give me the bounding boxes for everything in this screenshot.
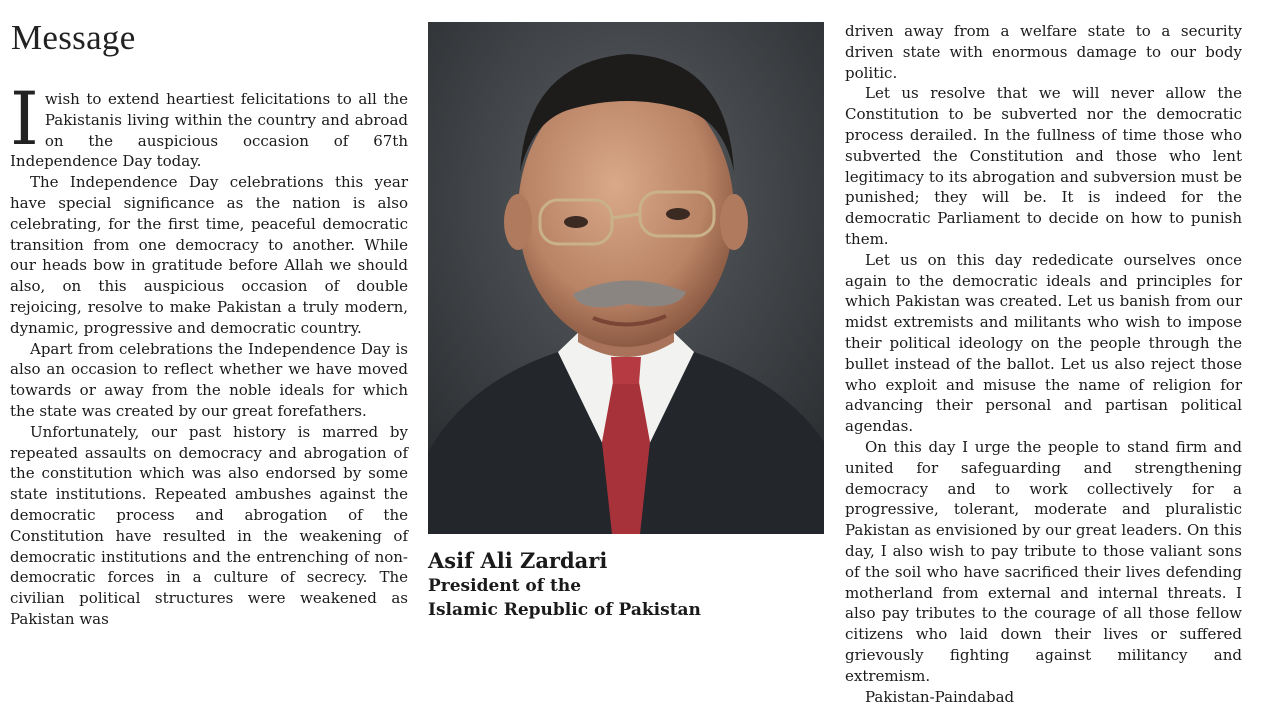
paragraph-3: Apart from celebrations the Independence Day is also an occasion to reflect whether we have moved towards or away from the noble ideals for which the state was created by our great forefathers. [10,339,408,422]
article-title: Message [11,18,136,58]
caption-title-line-1: President of the [428,575,828,599]
paragraph-1 [10,89,408,172]
photo-caption [428,547,828,622]
paragraph-6: Let us resolve that we will never allow the Constitution to be subverted nor the democratic process derailed. In the fullness of time those who subverted the Constitution and those who lent legitimacy to its abrogation and subversion must be punished; they will be. It is indeed for the democratic Parliament to decide on how to punish them. [845,83,1242,249]
caption-title-line-2: Islamic Republic of Pakistan [428,599,828,623]
right-text-column [845,21,1242,707]
paragraph-2: The Independence Day celebrations this year have special significance as the nation is also celebrating, for the first time, peaceful democratic transition from one democracy to another. While our heads bow in gratitude before Allah we should also, on this auspicious occasion of double rejoicing, resolve to make Pakistan a truly modern, dynamic, progressive and democratic country. [10,172,408,338]
paragraph-8: On this day I urge the people to stand firm and united for safeguarding and strengthening democracy and to work collectively for a progressive, tolerant, moderate and pluralistic Pakistan as envisioned by our great leaders. On this day, I also wish to pay tribute to those valiant sons of the soil who have sacrificed their lives defending motherland from external and internal threats. I also pay tributes to the courage of all those fellow citizens who laid down their lives or suffered grievously fighting against militancy and extremism. [845,437,1242,687]
drop-cap: I [10,91,39,149]
portrait-photo [428,22,824,534]
paragraph-5: driven away from a welfare state to a security driven state with enormous damage to our body politic. [845,21,1242,83]
portrait-illustration [428,22,824,534]
paragraph-7: Let us on this day rededicate ourselves once again to the democratic ideals and principles for which Pakistan was created. Let us banish from our midst extremists and militants who wish to impose their political ideology on the people through the bullet instead of the ballot. Let us also reject those who exploit and misuse the name of religion for advancing their personal and partisan political agendas. [845,250,1242,437]
left-text-column [10,89,408,630]
signoff: Pakistan-Paindabad [845,687,1242,707]
paragraph-4: Unfortunately, our past history is marred by repeated assaults on democracy and abrogation of the constitution which was also endorsed by some state institutions. Repeated ambushes against the democratic process and abrogation of the Constitution have resulted in the weakening of democratic institutions and the entrenching of non-democratic forces in a culture of secrecy. The civilian political structures were weakened as Pakistan was [10,422,408,630]
paragraph-1-text: wish to extend heartiest felicitations to all the Pakistanis living within the country and abroad on the auspicious occasion of 67th Independence Day today. [10,90,408,170]
caption-name: Asif Ali Zardari [428,547,828,575]
